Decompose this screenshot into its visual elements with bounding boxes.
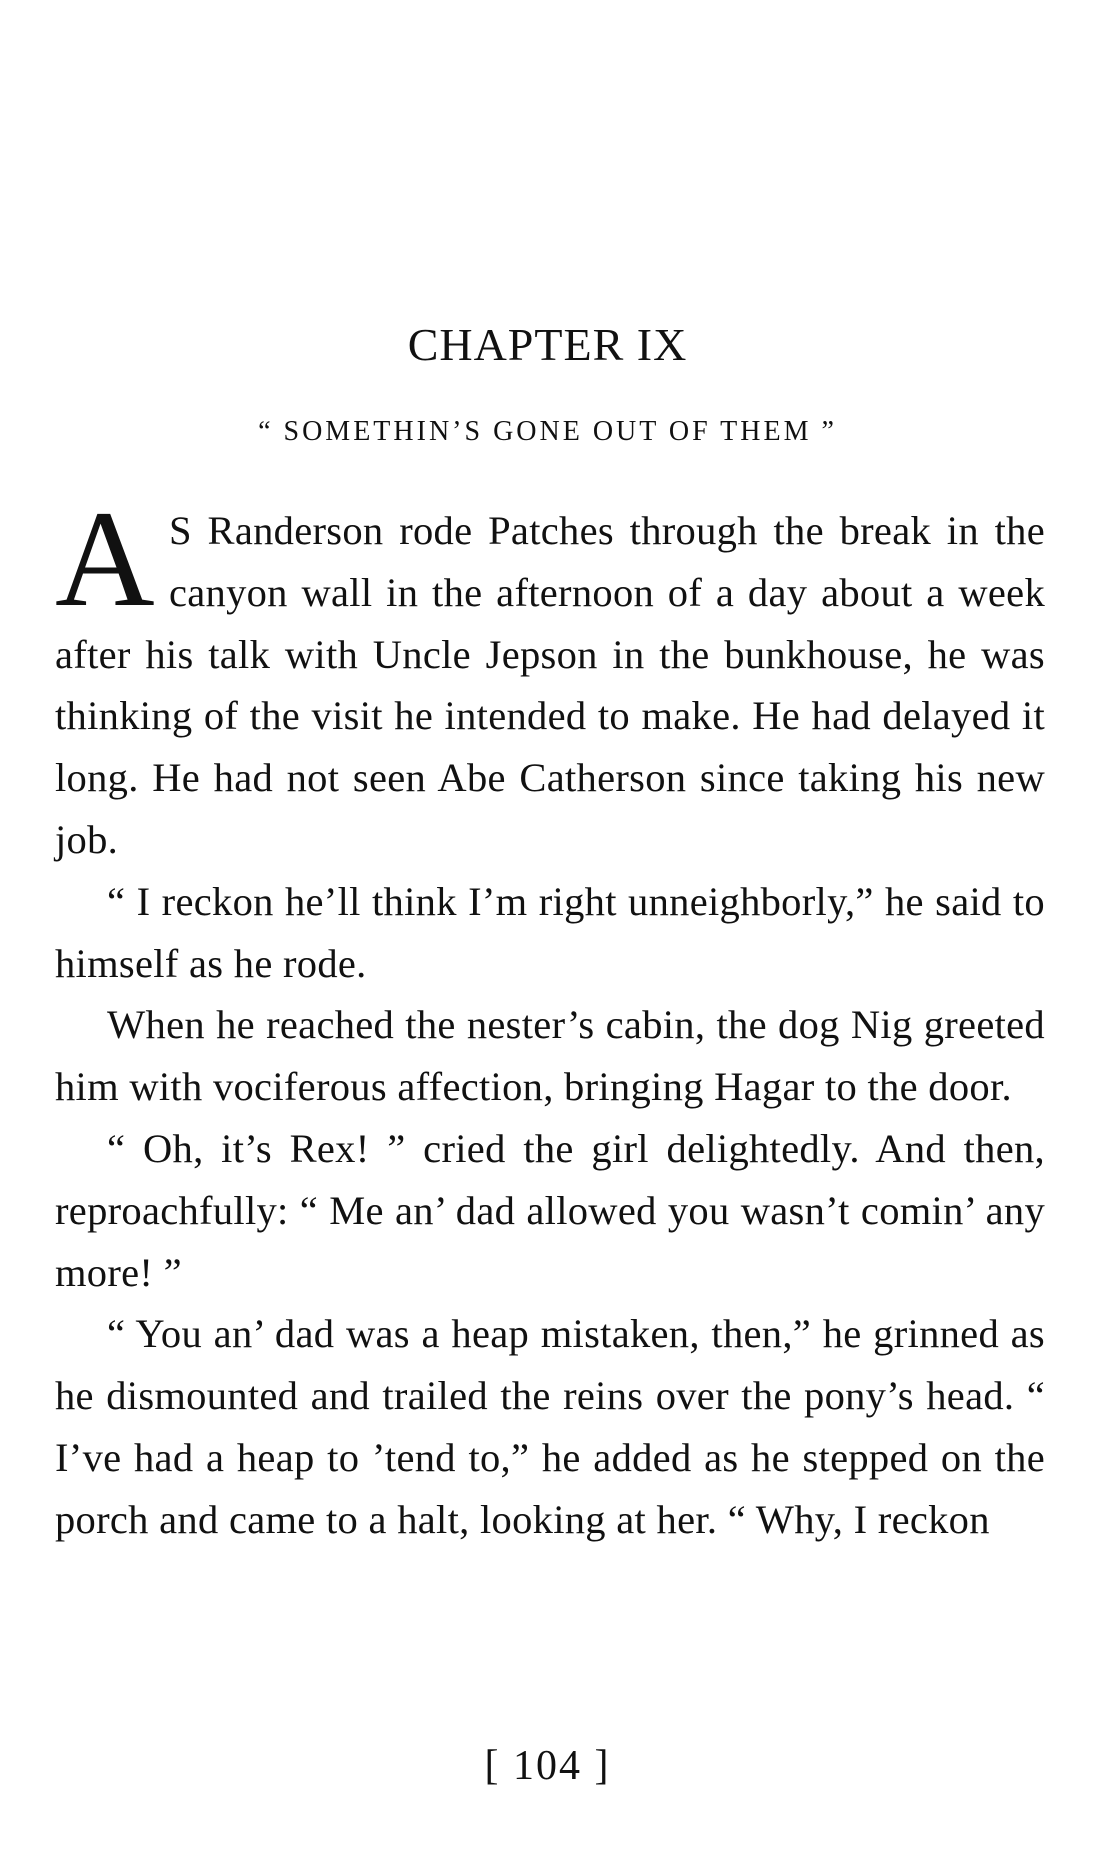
chapter-subtitle: “ SOMETHIN’S GONE OUT OF THEM ” [258, 416, 837, 447]
chapter-body [55, 482, 1045, 1551]
paragraph-4: “ Oh, it’s Rex! ” cried the girl delightedly. And then, reproachfully: “ Me an’ dad allowed you wasn’t comin’ any more! ” [55, 1125, 1045, 1295]
chapter-title: CHAPTER IX [407, 319, 688, 370]
paragraph-1-text: S Randerson rode Patches through the break in the canyon wall in the afternoon of a day about a week after his talk with Uncle Jepson in the bunkhouse, he was thinking of the visit he intended to make. He had delayed it long. He had not seen Abe Catherson since taking his new job. [55, 508, 1045, 862]
page-number: [ 104 ] [484, 1743, 611, 1789]
paragraph-3: When he reached the nester’s cabin, the dog Nig greeted him with vociferous affection, bringing Hagar to the door. [55, 1002, 1045, 1110]
paragraph-1 [55, 482, 1045, 871]
paragraph-5: “ You an’ dad was a heap mistaken, then,” he grinned as he dismounted and trailed the reins over the pony’s head. “ I’ve had a heap to ’tend to,” he added as he stepped on the porch and came to a halt, looking at her. “ Why, I reckon [55, 1311, 1045, 1542]
paragraph-2: “ I reckon he’ll think I’m right unneighborly,” he said to himself as he rode. [55, 878, 1045, 986]
drop-cap: A [55, 482, 155, 635]
